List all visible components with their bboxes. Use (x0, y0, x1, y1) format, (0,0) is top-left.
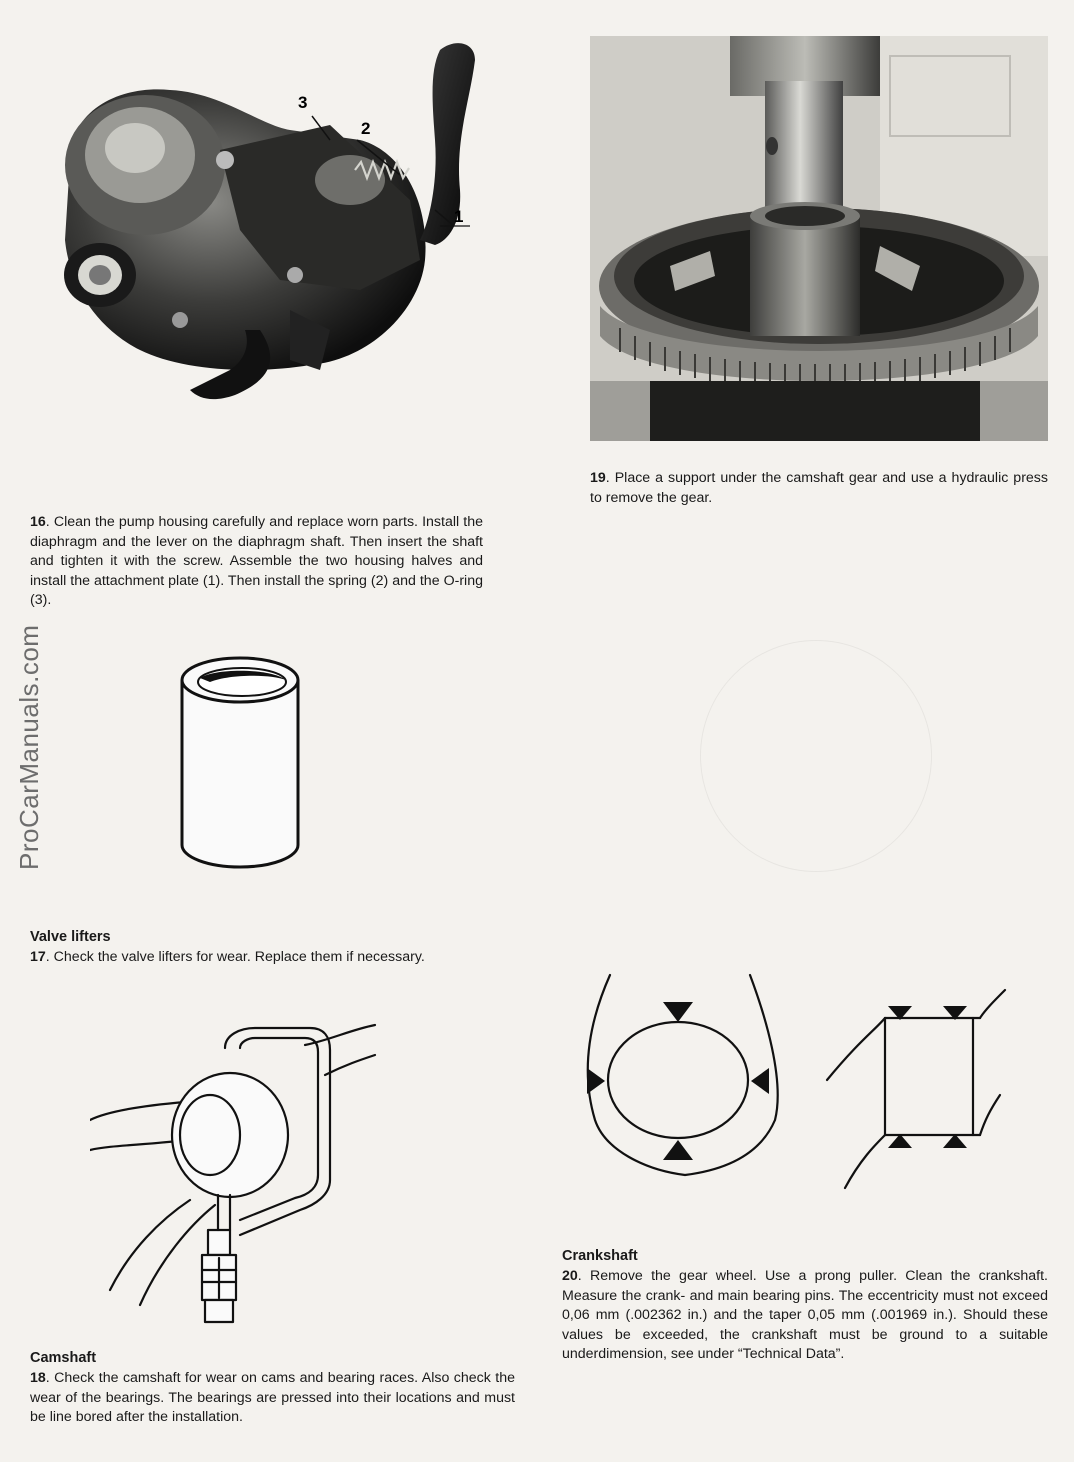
watermark: ProCarManuals.com (14, 624, 44, 870)
section-heading-valve-lifters: Valve lifters (30, 929, 111, 945)
step-text: Check the camshaft for wear on cams and bearing races. Also check the wear of the bearings. The bearings are pressed into their locations and must be line bored after the installation. (30, 1370, 515, 1426)
step-number: 20 (562, 1268, 578, 1284)
step-17: 17. Check the valve lifters for wear. Replace them if necessary. (30, 949, 425, 965)
step-number: 18 (30, 1370, 46, 1386)
step-text: Place a support under the camshaft gear and use a hydraulic press to remove the gear. (590, 470, 1048, 506)
step-text: Clean the pump housing carefully and replace worn parts. Install the diaphragm and the lever on the diaphragm shaft. Then insert the shaft and tighten it with the screw. Assemble the two housing halves and install the attachment plate (1). Then install the spring (2) and the O-ring (3). (30, 514, 483, 609)
callout-2: 2 (361, 119, 371, 138)
step-19: 19. Place a support under the camshaft gear and use a hydraulic press to remove the gear. (590, 470, 1048, 506)
camshaft-micrometer-drawing (90, 1020, 380, 1325)
step-18: 18. Check the camshaft for wear on cams and bearing races. Also check the wear of the bearings. The bearings are pressed into their locations and must be line bored after the installation. (30, 1370, 515, 1426)
section-heading-camshaft: Camshaft (30, 1350, 97, 1366)
callout-3: 3 (298, 93, 308, 112)
section-heading-crankshaft: Crankshaft (562, 1248, 638, 1264)
fuel-pump-photo (30, 30, 510, 430)
bleed-through-mark (700, 640, 932, 872)
camshaft-gear-press-photo (590, 36, 1048, 441)
step-text: Check the valve lifters for wear. Replace them if necessary. (53, 949, 425, 965)
valve-lifter-drawing (170, 650, 310, 875)
step-text: Remove the gear wheel. Use a prong puller. Clean the crankshaft. Measure the crank- and main bearing pins. The eccentricity must not exceed 0,06 mm (.002362 in.) and the taper 0,05 mm (.001969 in.). Should these values be exceeded, the crankshaft must be ground to a suitable underdimension, see under “Technical Data”. (562, 1268, 1048, 1363)
step-16: 16. Clean the pump housing carefully and replace worn parts. Install the diaphragm and the lever on the diaphragm shaft. Then insert the shaft and tighten it with the screw. Assemble the two housing halves and install the attachment plate (1). Then install the spring (2) and the O-ring (3). (30, 514, 483, 609)
callout-1: 1 (454, 207, 464, 226)
step-number: 17 (30, 949, 46, 965)
crankshaft-measurement-diagram (575, 970, 1015, 1200)
step-number: 19 (590, 470, 606, 486)
step-number: 16 (30, 514, 46, 530)
step-20: 20. Remove the gear wheel. Use a prong puller. Clean the crankshaft. Measure the crank- and main bearing pins. The eccentricity must not exceed 0,06 mm (.002362 in.) and the taper 0,05 mm (.001969 in.). Should these values be exceeded, the crankshaft must be ground to a suitable underdimension, see under “Technical Data”. (562, 1268, 1048, 1363)
